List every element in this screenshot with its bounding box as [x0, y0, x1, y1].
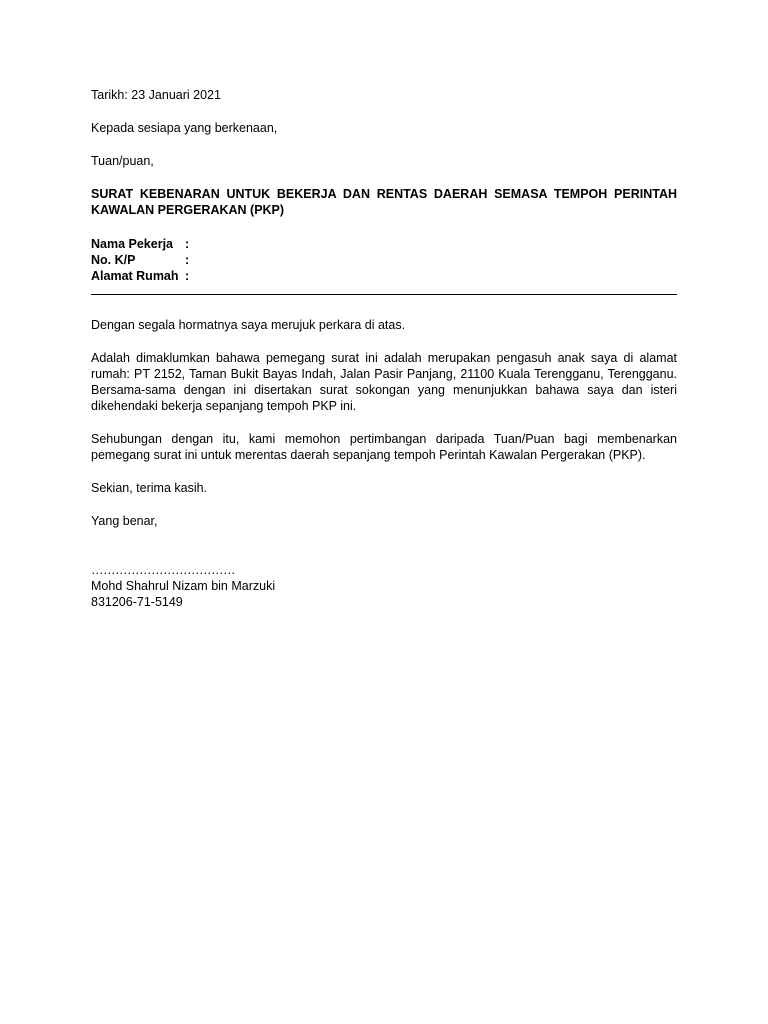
signatory-name: Mohd Shahrul Nizam bin Marzuki [91, 579, 276, 593]
subject-heading: SURAT KEBENARAN UNTUK BEKERJA DAN RENTAS DAERAH SEMASA TEMPOH PERINTAH KAWALAN PERGERAKAN (PKP) [91, 187, 677, 217]
addressee: Kepada sesiapa yang berkenaan, [91, 121, 278, 135]
field-row-name [91, 236, 677, 252]
body-paragraph-request: Sehubungan dengan itu, kami memohon pertimbangan daripada Tuan/Puan bagi membenarkan pemegang surat ini untuk merentas daerah sepanjang tempoh Perintah Kawalan Pergerakan (PKP). [91, 432, 677, 462]
field-row-address [91, 268, 677, 284]
field-colon: : [185, 253, 190, 267]
salutation: Tuan/puan, [91, 154, 154, 168]
field-label: No. K/P [91, 253, 136, 267]
field-row-ic [91, 252, 677, 268]
field-colon: : [185, 269, 190, 283]
body-paragraph-details: Adalah dimaklumkan bahawa pemegang surat ini adalah merupakan pengasuh anak saya di alamat rumah: PT 2152, Taman Bukit Bayas Indah, Jalan Pasir Panjang, 21100 Kuala Terengganu, Terengganu. Bersama-sama dengan ini disertakan surat sokongan yang menunjukkan bahawa saya dan isteri dikehendaki bekerja sepanjang tempoh PKP ini. [91, 351, 677, 413]
body-paragraph-thanks: Sekian, terima kasih. [91, 481, 208, 495]
field-colon: : [185, 237, 190, 251]
closing: Yang benar, [91, 514, 158, 528]
field-label: Nama Pekerja [91, 237, 174, 251]
employee-fields [91, 236, 677, 284]
body-paragraph-reference: Dengan segala hormatnya saya merujuk perkara di atas. [91, 318, 406, 332]
divider-line [91, 294, 677, 295]
letter [91, 87, 677, 610]
date-line: Tarikh: 23 Januari 2021 [91, 88, 221, 102]
signatory-ic: 831206-71-5149 [91, 595, 183, 609]
field-label: Alamat Rumah [91, 269, 179, 283]
signature-line: ……………………………… [91, 563, 235, 577]
